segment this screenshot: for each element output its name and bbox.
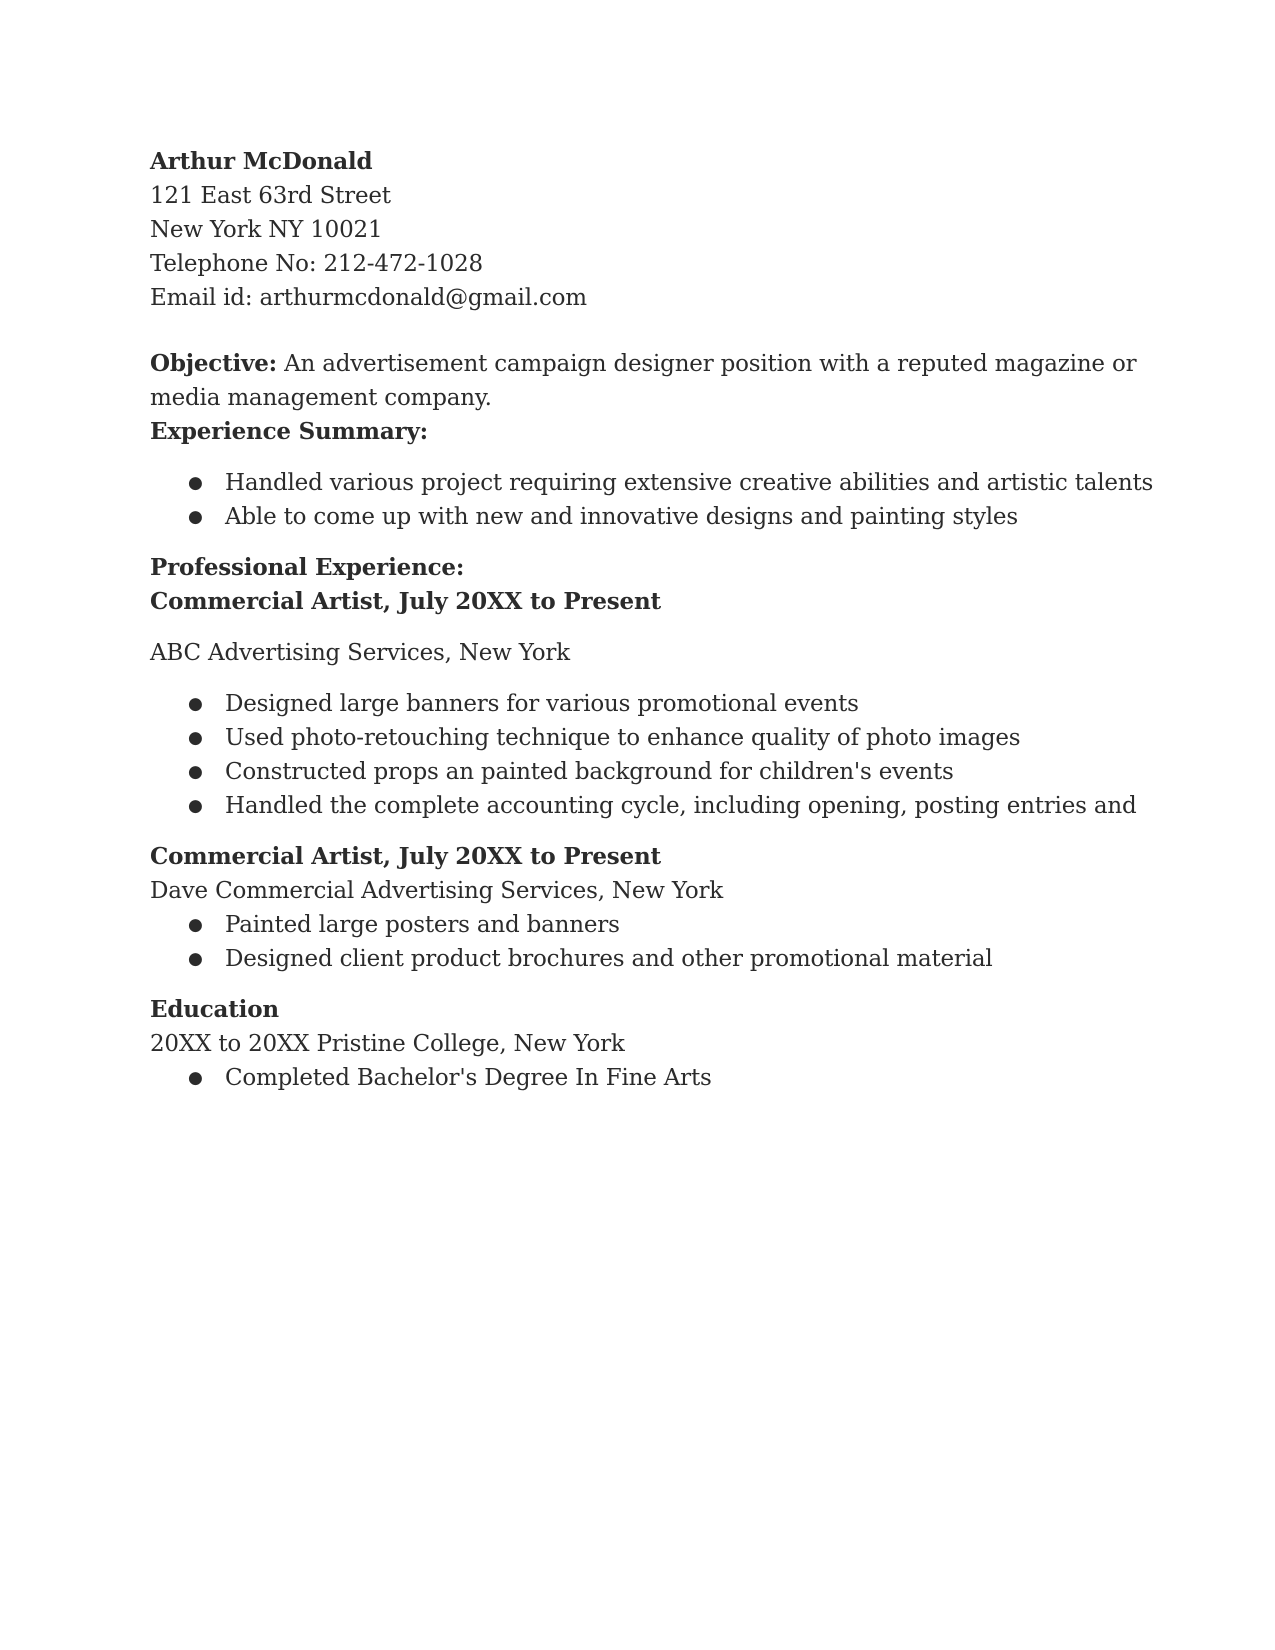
job-title: Commercial Artist, July 20XX to Present xyxy=(150,588,661,615)
resume-page xyxy=(150,145,1154,1095)
list-item: ● Used photo-retouching technique to enhance quality of photo images xyxy=(150,721,1140,755)
city-state-zip: New York NY 10021 xyxy=(150,217,383,243)
list-item: ● Handled the complete accounting cycle, including opening, posting entries and xyxy=(150,789,1140,823)
list-item: ● Designed large banners for various promotional events xyxy=(150,687,1140,721)
contact-block xyxy=(150,145,1140,315)
job-title: Commercial Artist, July 20XX to Present xyxy=(150,843,661,870)
list-item: ● Completed Bachelor's Degree In Fine Arts xyxy=(150,1061,1140,1095)
professional-experience-heading: Professional Experience: xyxy=(150,554,465,581)
job-company: ABC Advertising Services, New York xyxy=(150,640,570,666)
job-duties-list xyxy=(150,687,1140,823)
experience-summary-list xyxy=(150,466,1154,534)
education-heading: Education xyxy=(150,996,279,1023)
list-item: ● Able to come up with new and innovative designs and painting styles xyxy=(150,500,1140,534)
street-address: 121 East 63rd Street xyxy=(150,183,391,209)
objective-label: Objective: xyxy=(150,350,277,377)
telephone: Telephone No: 212-472-1028 xyxy=(150,251,483,277)
job-duties-list xyxy=(150,908,1140,976)
objective-paragraph xyxy=(150,347,1140,415)
education-list xyxy=(150,1061,1140,1095)
list-item: ● Constructed props an painted background for children's events xyxy=(150,755,1140,789)
objective-text: An advertisement campaign designer position with a reputed magazine or media management company. xyxy=(150,351,1137,411)
education-entry: 20XX to 20XX Pristine College, New York xyxy=(150,1031,625,1057)
list-item: ● Painted large posters and banners xyxy=(150,908,1140,942)
email: Email id: arthurmcdonald@gmail.com xyxy=(150,285,587,311)
experience-summary-heading: Experience Summary: xyxy=(150,418,428,445)
candidate-name: Arthur McDonald xyxy=(150,148,373,175)
list-item: ● Designed client product brochures and other promotional material xyxy=(150,942,1140,976)
job-company: Dave Commercial Advertising Services, New York xyxy=(150,878,724,904)
list-item: ● Handled various project requiring extensive creative abilities and artistic talents xyxy=(150,466,1140,500)
